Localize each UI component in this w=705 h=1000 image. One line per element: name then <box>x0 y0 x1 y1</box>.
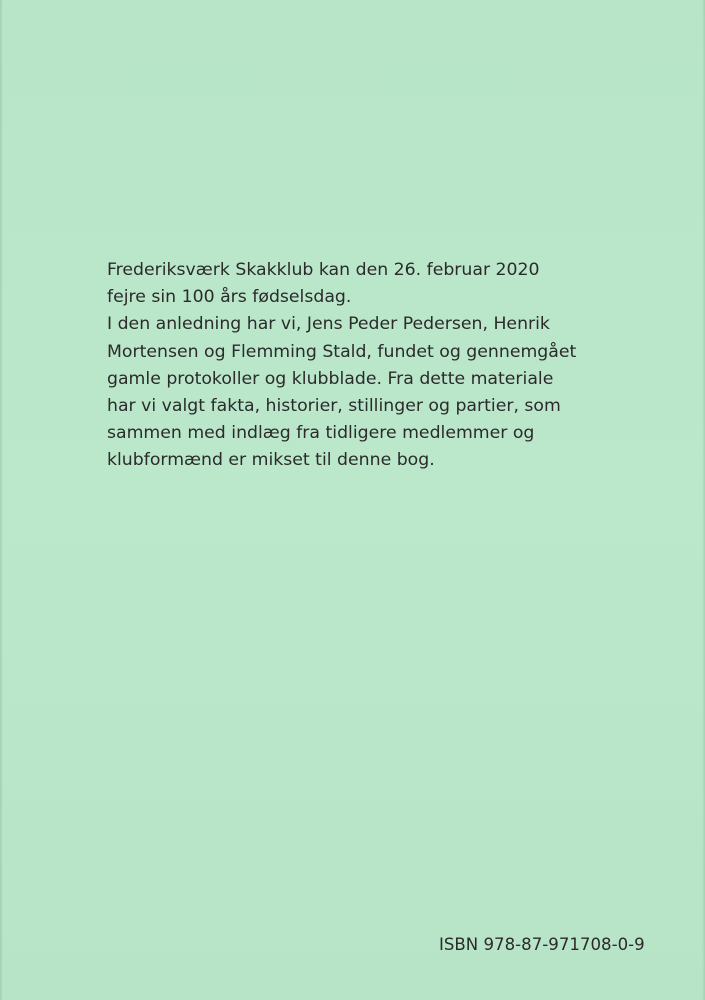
blurb-line: har vi valgt fakta, historier, stillinger og partier, som <box>107 396 561 417</box>
blurb-line: gamle protokoller og klubblade. Fra dette materiale <box>107 368 554 389</box>
blurb-line: Mortensen og Flemming Stald, fundet og gennemgået <box>107 341 577 362</box>
blurb-line: sammen med indlæg fra tidligere medlemmer og <box>107 423 535 444</box>
back-cover-blurb <box>107 257 607 475</box>
isbn-number: ISBN 978-87-971708-0-9 <box>439 935 645 954</box>
blurb-line: I den anledning har vi, Jens Peder Pedersen, Henrik <box>107 314 550 335</box>
blurb-line: fejre sin 100 års fødselsdag. <box>107 287 352 308</box>
blurb-line: klubformænd er mikset til denne bog. <box>107 450 435 471</box>
blurb-line: Frederiksværk Skakklub kan den 26. februar 2020 <box>107 260 540 280</box>
left-page-edge <box>0 0 3 1000</box>
